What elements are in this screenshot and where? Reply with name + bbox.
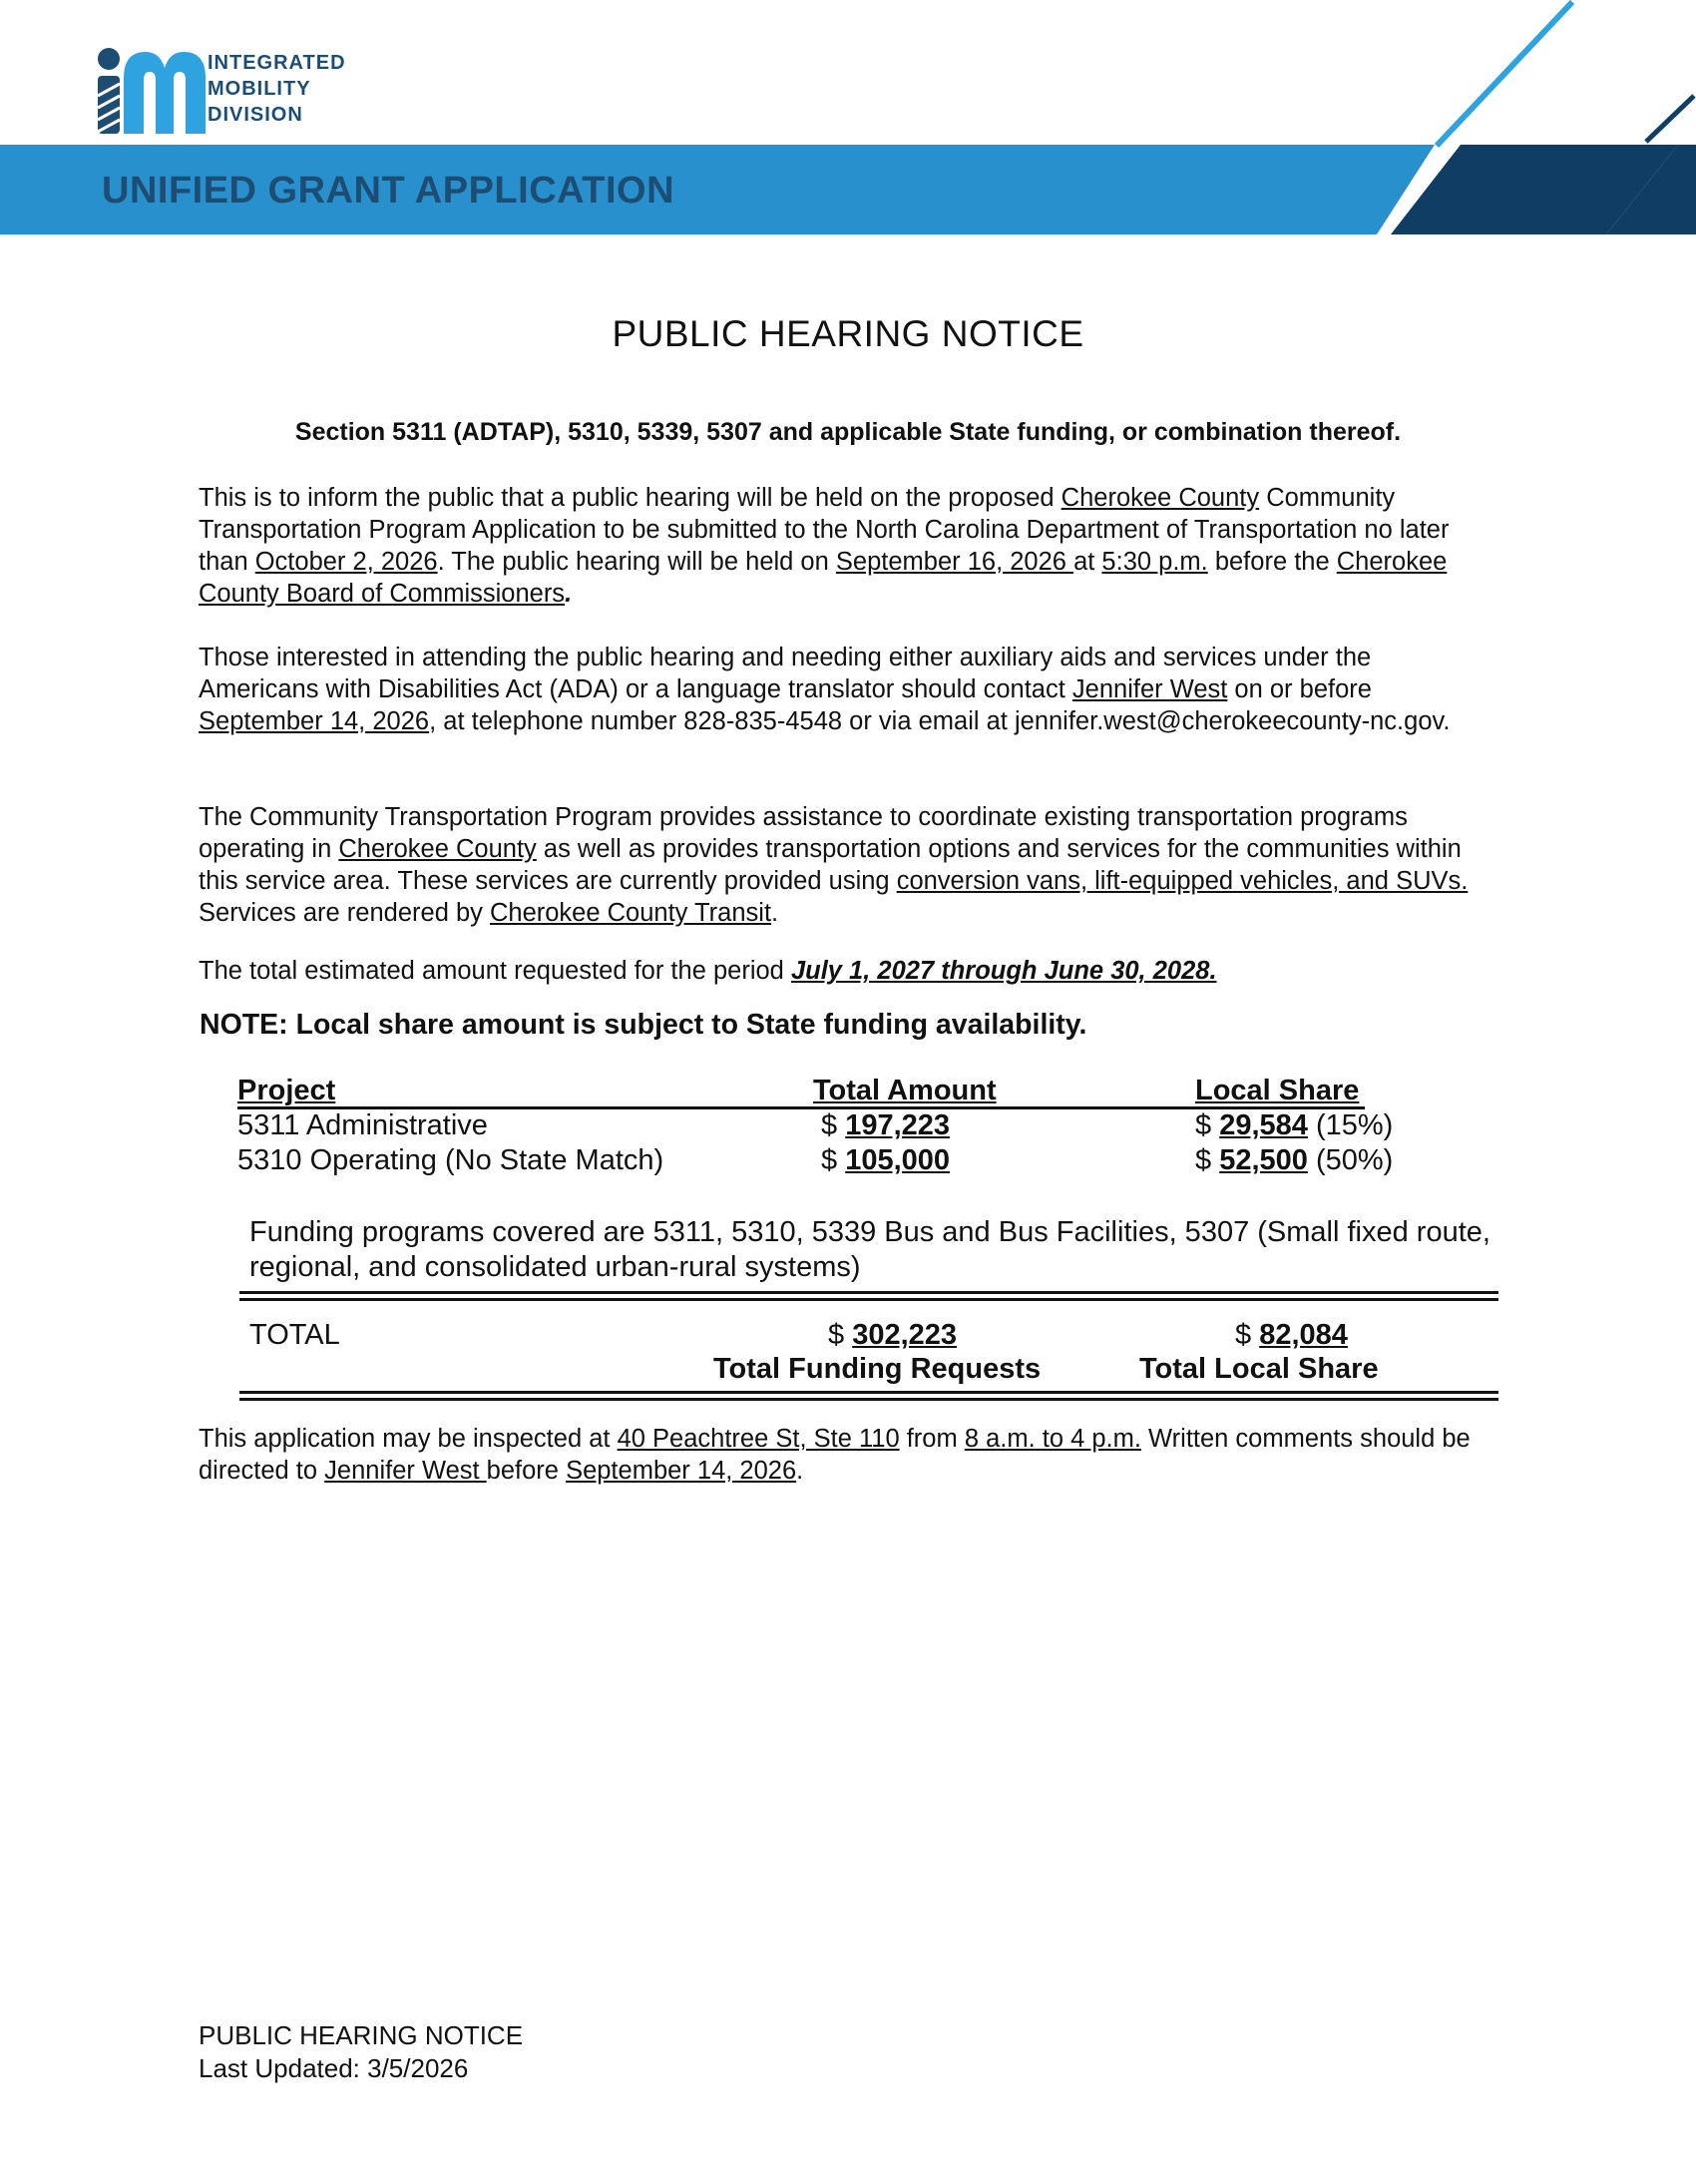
program-paragraph: The Community Transportation Program provides assistance to coordinate existing transportation programs operating in Cherokee County as well as provides transportation options and services for the communities within this service area. These services are currently provided using conversion vans, lift-equipped vehicles, and SUVs. Services are rendered by Cherokee County Transit. <box>199 803 1469 927</box>
inspection-paragraph: This application may be inspected at 40 Peachtree St, Ste 110 from 8 a.m. to 4 p.m. Written comments should be directed to Jennifer West before September 14, 2026. <box>199 1425 1471 1485</box>
page-subtitle: Section 5311 (ADTAP), 5310, 5339, 5307 and applicable State funding, or combination thereof. <box>294 418 1402 446</box>
accommodation-paragraph: Those interested in attending the public hearing and needing either auxiliary aids and services under the Americans with Disabilities Act (ADA) or a language translator should contact Jennifer West on or before September 14, 2026, at telephone number 828-835-4548 or via email at jennifer.west@cherokeecounty-nc.gov. <box>199 644 1451 735</box>
banner-title: UNIFIED GRANT APPLICATION <box>102 170 675 212</box>
column-header-project: Project <box>237 1075 336 1106</box>
hearing-paragraph: This is to inform the public that a public hearing will be held on the proposed Cherokee County Community Transportation Program Application to be submitted to the North Carolina Department of Transportation no later than October 2, 2026. The public hearing will be held on September 16, 2026 at 5:30 p.m. before the Cherokee County Board of Commissioners. <box>199 484 1450 608</box>
logo-text-line-3: DIVISION <box>208 104 303 126</box>
total-top-rule <box>239 1291 1498 1294</box>
comment-deadline: September 14, 2026 <box>566 1457 797 1485</box>
local-share-note: NOTE: Local share amount is subject to State funding availability. <box>200 1009 1087 1041</box>
row-2-project: 5310 Operating (No State Match) <box>237 1144 664 1176</box>
logo-text-line-1: INTEGRATED <box>208 52 346 74</box>
row-1-local: $ 29,584 (15%) <box>1195 1109 1394 1141</box>
county-name: Cherokee County <box>338 835 537 863</box>
column-header-total: Total Amount <box>813 1075 997 1106</box>
total-bottom-rule <box>239 1391 1498 1394</box>
county-name: Cherokee County <box>1060 484 1260 512</box>
period-paragraph: The total estimated amount requested for the period July 1, 2027 through June 30, 2028. <box>199 957 1217 985</box>
footer-last-updated: Last Updated: 3/5/2026 <box>199 2053 469 2083</box>
hearing-date: September 16, 2026 <box>835 548 1074 576</box>
imd-logo-icon <box>98 48 206 134</box>
row-1-project: 5311 Administrative <box>237 1109 488 1141</box>
row-1-total: $ 197,223 <box>821 1109 951 1141</box>
total-amount: $ 302,223 <box>828 1319 958 1351</box>
row-2-total: $ 105,000 <box>821 1144 951 1176</box>
submission-deadline: October 2, 2026 <box>254 548 438 576</box>
footer-title: PUBLIC HEARING NOTICE <box>199 2020 524 2050</box>
row-2-local: $ 52,500 (50%) <box>1195 1144 1394 1176</box>
inspection-address: 40 Peachtree St, Ste 110 <box>617 1425 900 1453</box>
inspection-hours: 8 a.m. to 4 p.m. <box>964 1425 1141 1453</box>
page-footer <box>199 2019 523 2085</box>
logo-text-line-2: MOBILITY <box>208 78 311 100</box>
vehicle-types: conversion vans, lift-equipped vehicles, and SUVs. <box>896 867 1469 895</box>
comment-contact: Jennifer West <box>324 1457 487 1485</box>
board-name: Cherokee County Board of Commissioners <box>199 548 1448 608</box>
total-local-caption: Total Local Share <box>1139 1353 1379 1385</box>
total-bottom-rule <box>239 1398 1498 1401</box>
funding-programs-note: Funding programs covered are 5311, 5310, 5339 Bus and Bus Facilities, 5307 (Small fixed route, regional, and consolidated urban-rural systems) <box>249 1216 1490 1283</box>
contact-name: Jennifer West <box>1071 675 1228 703</box>
total-local-share: $ 82,084 <box>1235 1319 1348 1351</box>
total-label: TOTAL <box>249 1319 340 1351</box>
hearing-time: 5:30 p.m. <box>1101 548 1208 576</box>
contact-deadline: September 14, 2026 <box>199 707 430 735</box>
funding-period: July 1, 2027 through June 30, 2028. <box>790 957 1217 985</box>
provider-name: Cherokee County Transit <box>489 899 772 927</box>
total-top-rule <box>239 1298 1498 1301</box>
total-amount-caption: Total Funding Requests <box>713 1353 1042 1385</box>
page-title: PUBLIC HEARING NOTICE <box>612 313 1084 354</box>
banner-accent-stripe <box>1417 0 1696 150</box>
column-header-local: Local Share <box>1195 1075 1360 1106</box>
